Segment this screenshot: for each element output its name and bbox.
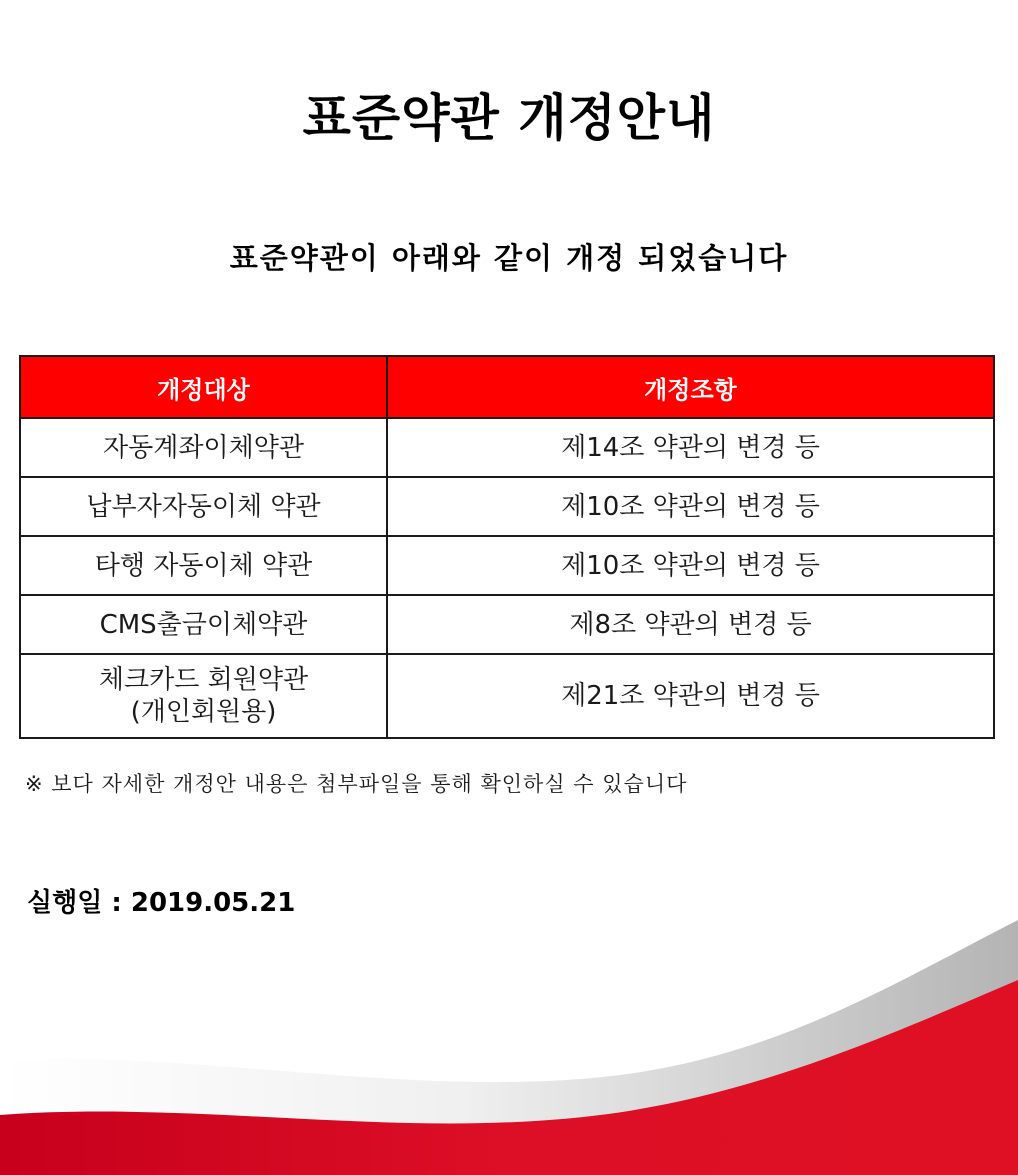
- table-row: [20, 536, 994, 595]
- decorative-wave: [0, 900, 1018, 1175]
- table-row: [20, 654, 994, 738]
- header-clause: 개정조항: [387, 356, 994, 418]
- effective-date: 실행일 : 2019.05.21: [27, 888, 296, 918]
- target-cell: [20, 654, 387, 738]
- clause-cell: 제10조 약관의 변경 등: [387, 477, 994, 536]
- table-header-row: [20, 356, 994, 418]
- target-line-1: 체크카드 회원약관: [98, 665, 309, 695]
- target-cell: 타행 자동이체 약관: [20, 536, 387, 595]
- table-row: [20, 595, 994, 654]
- target-cell: 납부자자동이체 약관: [20, 477, 387, 536]
- clause-cell: 제21조 약관의 변경 등: [387, 654, 994, 738]
- table-row: [20, 418, 994, 477]
- target-line-2: (개인회원용): [130, 697, 277, 727]
- page-title: 표준약관 개정안내: [302, 89, 716, 147]
- attachment-note: ※ 보다 자세한 개정안 내용은 첨부파일을 통해 확인하실 수 있습니다: [25, 772, 688, 796]
- clause-cell: 제10조 약관의 변경 등: [387, 536, 994, 595]
- amendment-table: [19, 355, 995, 739]
- target-cell: CMS출금이체약관: [20, 595, 387, 654]
- clause-cell: 제14조 약관의 변경 등: [387, 418, 994, 477]
- clause-cell: 제8조 약관의 변경 등: [387, 595, 994, 654]
- page-subtitle: 표준약관이 아래와 같이 개정 되었습니다: [229, 241, 789, 275]
- header-target: 개정대상: [20, 356, 387, 418]
- target-cell: 자동계좌이체약관: [20, 418, 387, 477]
- table-row: [20, 477, 994, 536]
